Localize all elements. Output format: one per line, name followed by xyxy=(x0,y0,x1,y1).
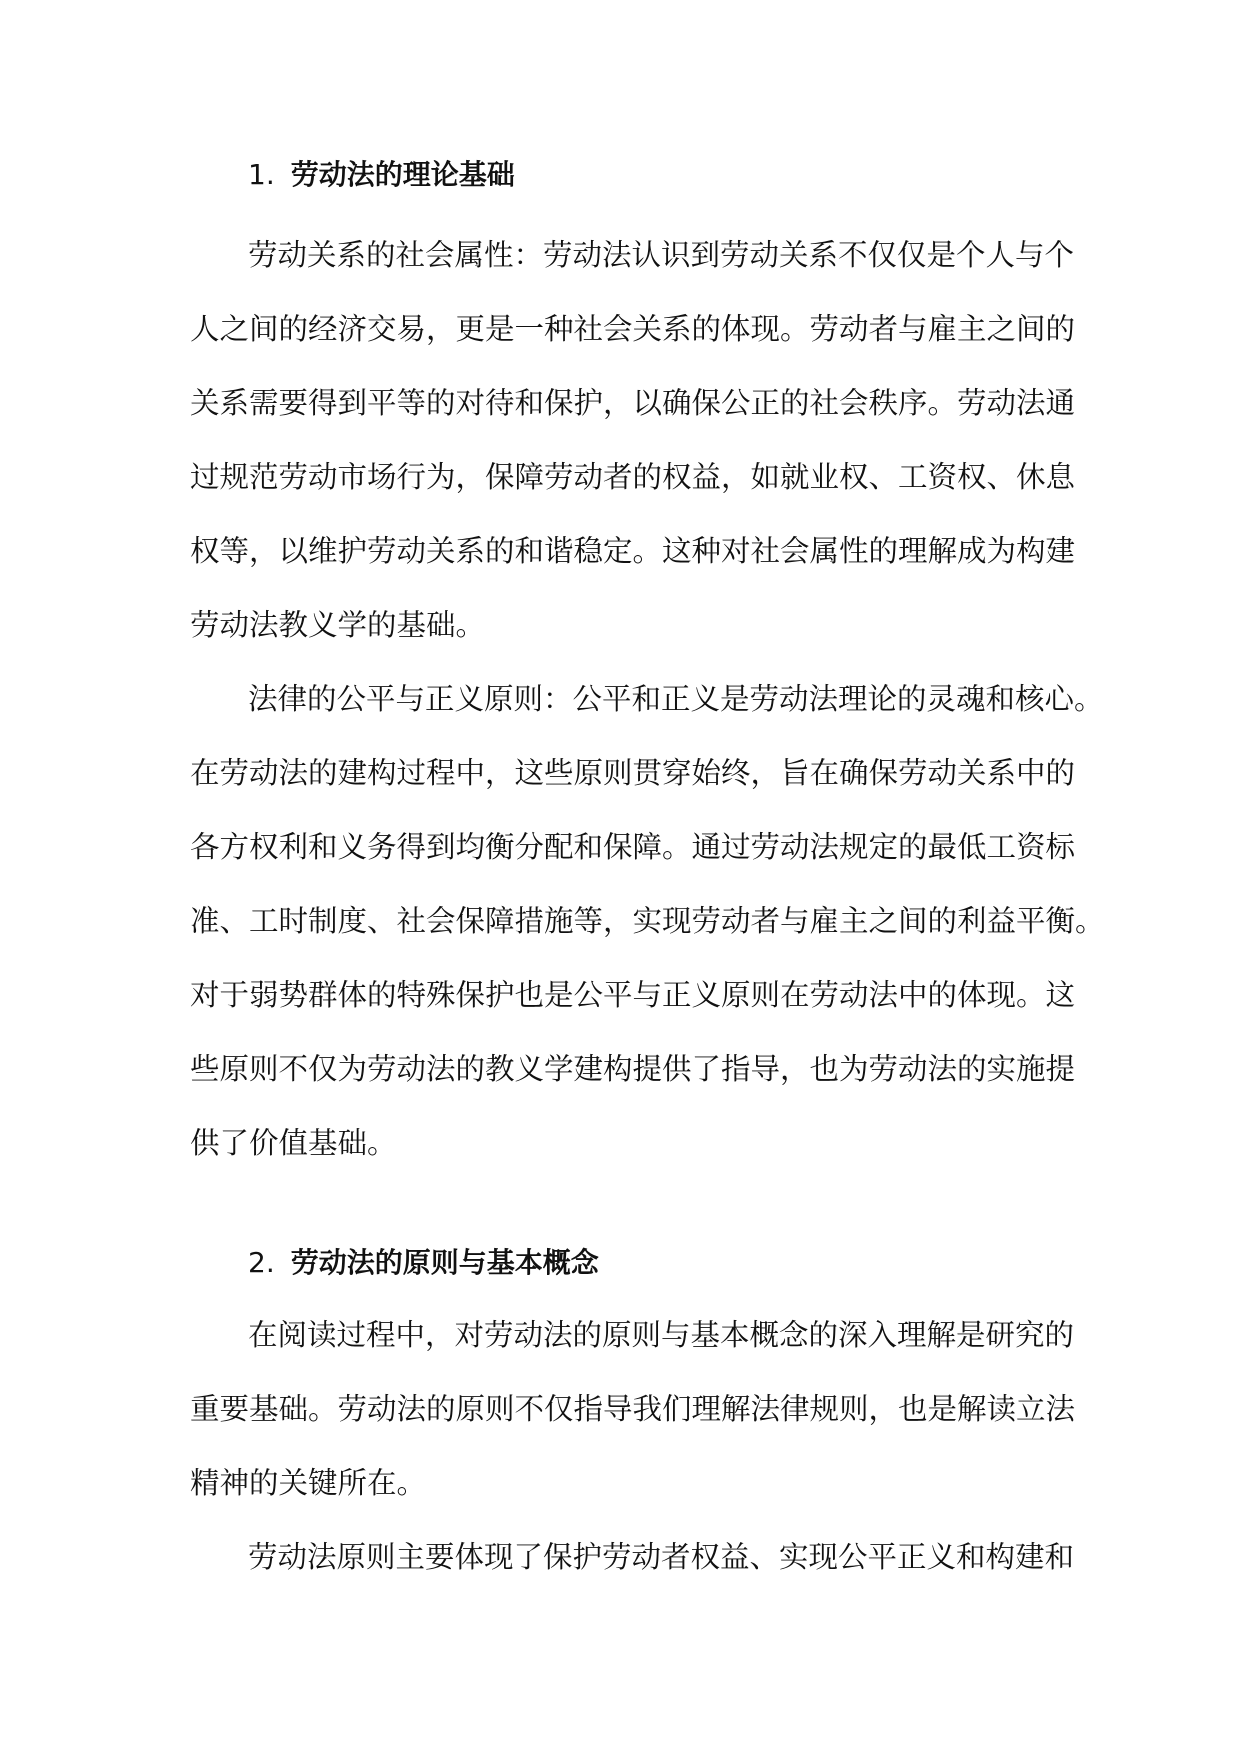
paragraph-line: 关系需要得到平等的对待和保护，以确保公正的社会秩序。劳动法通 xyxy=(190,386,1076,420)
paragraph-line: 各方权利和义务得到均衡分配和保障。通过劳动法规定的最低工资标 xyxy=(190,830,1076,864)
paragraph xyxy=(190,218,1076,662)
section-title: 劳动法的原则与基本概念 xyxy=(290,1246,599,1279)
paragraph-line: 些原则不仅为劳动法的教义学建构提供了指导，也为劳动法的实施提 xyxy=(190,1052,1076,1086)
paragraph-line: 劳动法教义学的基础。 xyxy=(190,608,486,642)
paragraph-line: 精神的关键所在。 xyxy=(190,1466,427,1500)
paragraph-line: 劳动法原则主要体现了保护劳动者权益、实现公平正义和构建和 xyxy=(248,1540,1075,1574)
paragraph xyxy=(190,1298,1076,1520)
section-title: 劳动法的理论基础 xyxy=(290,158,515,191)
paragraph-line: 在阅读过程中，对劳动法的原则与基本概念的深入理解是研究的 xyxy=(248,1318,1075,1352)
paragraph-line: 劳动关系的社会属性：劳动法认识到劳动关系不仅仅是个人与个 xyxy=(248,238,1075,272)
section-heading xyxy=(190,1232,1056,1294)
section-1 xyxy=(190,144,1105,1180)
document-body xyxy=(190,144,1105,1594)
paragraph-line: 准、工时制度、社会保障措施等，实现劳动者与雇主之间的利益平衡。 xyxy=(190,904,1105,938)
section-number: 2. xyxy=(248,1246,275,1279)
section-number: 1. xyxy=(248,158,275,191)
paragraph-line: 过规范劳动市场行为，保障劳动者的权益，如就业权、工资权、休息 xyxy=(190,460,1076,494)
paragraph-line: 人之间的经济交易，更是一种社会关系的体现。劳动者与雇主之间的 xyxy=(190,312,1076,346)
section-heading xyxy=(190,144,1056,206)
paragraph xyxy=(190,662,1105,1180)
section-2 xyxy=(190,1232,1076,1594)
paragraph-line: 供了价值基础。 xyxy=(190,1126,397,1160)
paragraph-line: 法律的公平与正义原则：公平和正义是劳动法理论的灵魂和核心。 xyxy=(248,682,1104,716)
paragraph-line: 在劳动法的建构过程中，这些原则贯穿始终，旨在确保劳动关系中的 xyxy=(190,756,1076,790)
paragraph-line: 重要基础。劳动法的原则不仅指导我们理解法律规则，也是解读立法 xyxy=(190,1392,1076,1426)
paragraph xyxy=(190,1520,1075,1594)
paragraph-line: 对于弱势群体的特殊保护也是公平与正义原则在劳动法中的体现。这 xyxy=(190,978,1076,1012)
paragraph-line: 权等，以维护劳动关系的和谐稳定。这种对社会属性的理解成为构建 xyxy=(190,534,1076,568)
